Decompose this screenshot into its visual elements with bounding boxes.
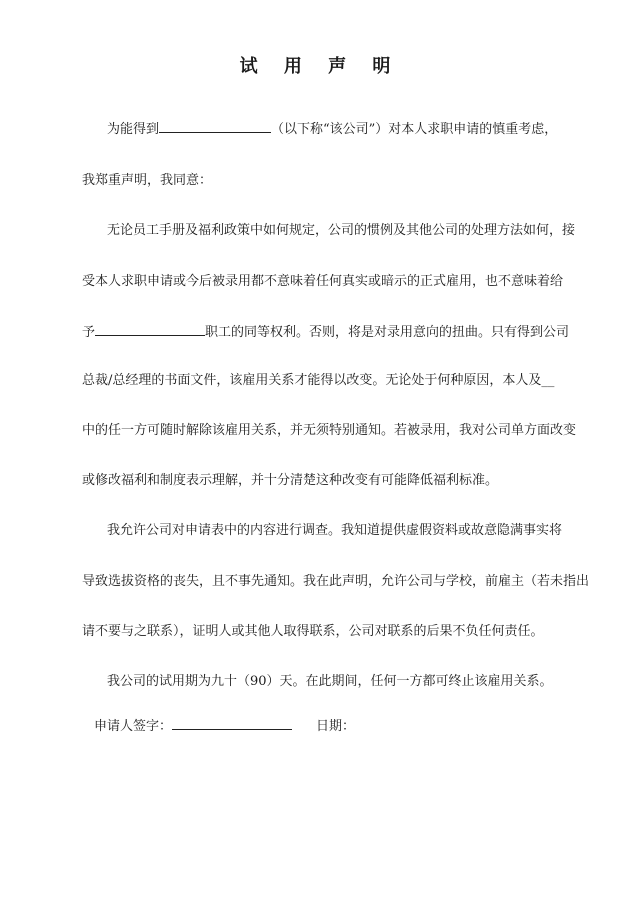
paragraph-3-line-3: 请不要与之联系），证明人或其他人取得联系，公司对联系的后果不负任何责任。 <box>82 624 544 639</box>
paragraph-2-line-3 <box>82 323 569 341</box>
paragraph-1-line-1 <box>107 120 557 138</box>
date-label: 日期： <box>316 719 356 734</box>
applicant-signature-label: 申请人签字： <box>94 719 173 734</box>
document-title: 试 用 声 明 <box>239 56 401 77</box>
paragraph-2-line-5: 中的任一方可随时解除该雇用关系，并无须特别通知。若被录用，我对公司单方面改变 <box>82 423 577 438</box>
employee-type-blank <box>95 323 205 336</box>
paragraph-2-line-1: 无论员工手册及福利政策中如何规定，公司的惯例及其他公司的处理方法如何，接 <box>107 223 576 238</box>
applicant-signature-blank <box>172 717 292 730</box>
paragraph-3-line-1: 我允许公司对申请表中的内容进行调查。我知道提供虚假资料或故意隐满事实将 <box>107 523 563 538</box>
company-name-blank <box>159 120 271 133</box>
paragraph-1-line-2: 我郑重声明，我同意： <box>82 173 213 188</box>
paragraph-4-line-1: 我公司的试用期为九十（90）天。在此期间，任何一方都可终止该雇用关系。 <box>107 674 553 689</box>
signature-row <box>94 717 355 735</box>
paragraph-3-line-2: 导致选拔资格的丧失，且不事先通知。我在此声明，允许公司与学校，前雇主（若未指出 <box>82 574 590 589</box>
paragraph-2-line-2: 受本人求职申请或今后被录用都不意味着任何真实或暗示的正式雇用，也不意味着给 <box>82 274 564 289</box>
p1-text-b: （以下称“该公司”）对本人求职申请的慎重考虑， <box>271 122 558 137</box>
p1-text-a: 为能得到 <box>107 122 160 137</box>
paragraph-2-line-4: 总裁/总经理的书面文件，该雇用关系才能得以改变。无论处于何种原因，本人及__ <box>82 373 555 388</box>
paragraph-2-line-6: 或修改福利和制度表示理解，并十分清楚这种改变有可能降低福利标准。 <box>82 473 499 488</box>
p2-text-a: 予 <box>82 325 96 340</box>
p2-text-b: 职工的同等权利。否则，将是对录用意向的扭曲。只有得到公司 <box>205 325 570 340</box>
